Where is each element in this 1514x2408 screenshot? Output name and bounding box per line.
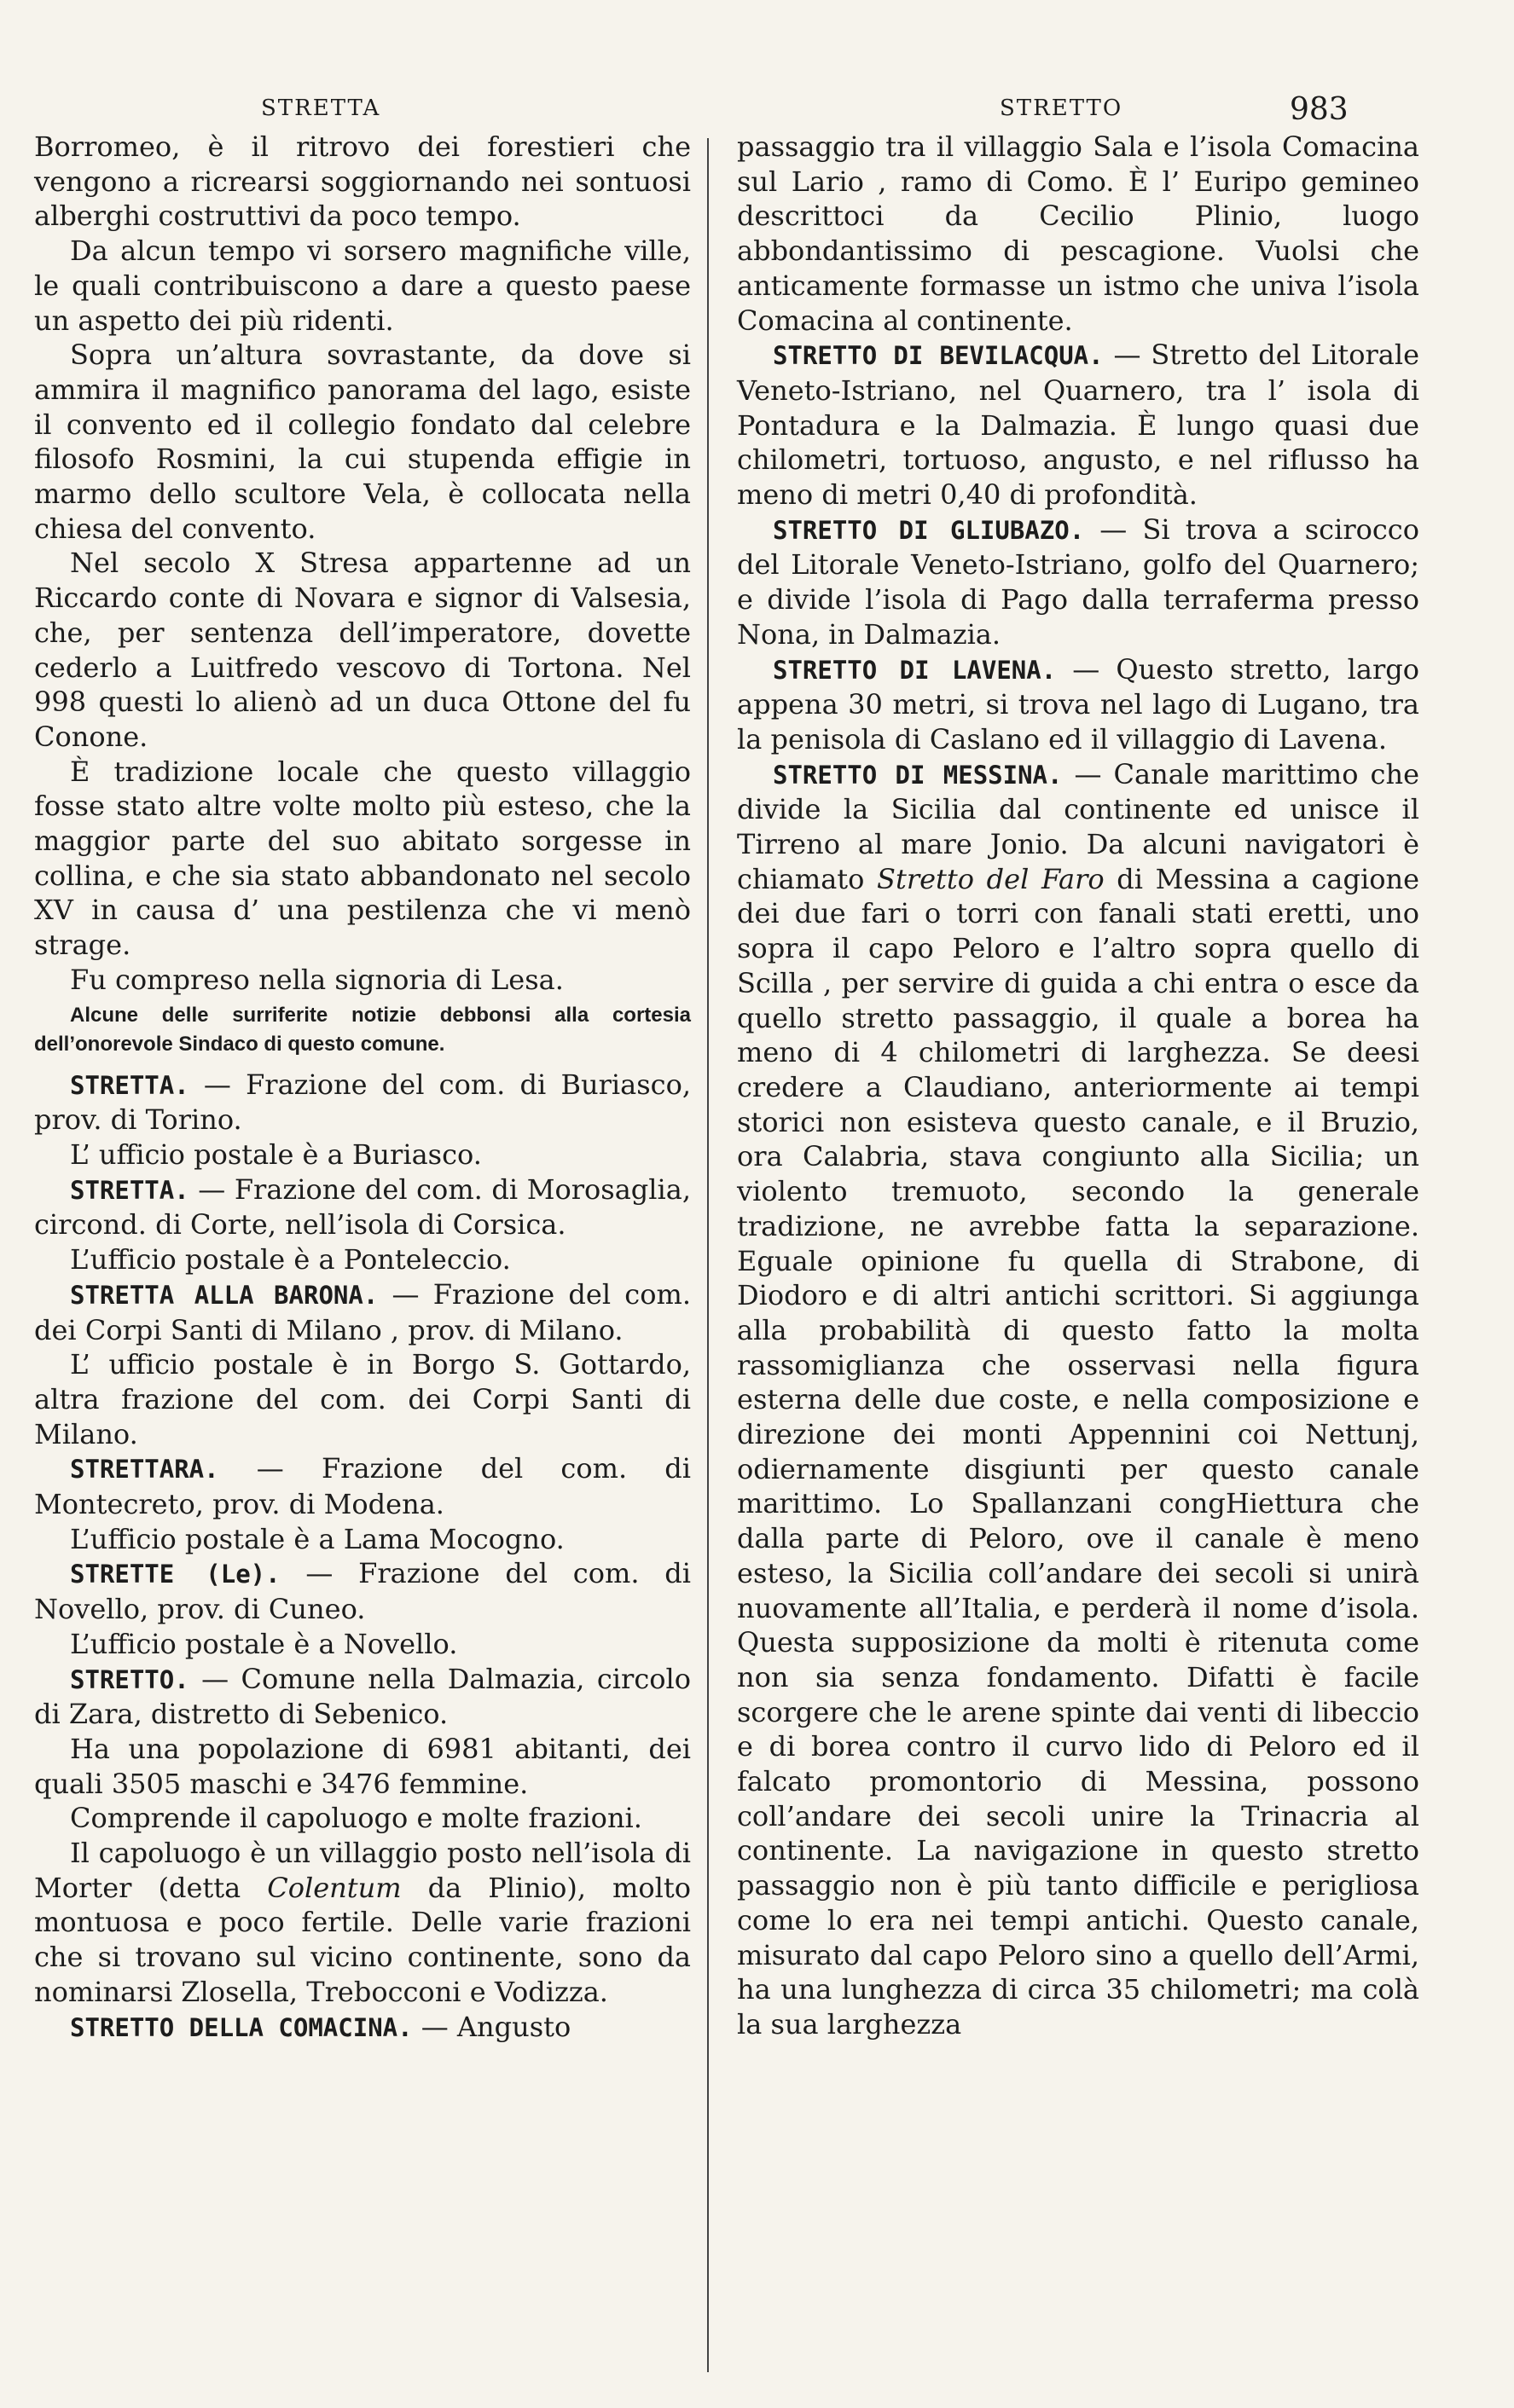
- entry-stretto-di-lavena: [737, 652, 1419, 757]
- entry-strettara: [34, 1451, 691, 1521]
- text-run: da Plinio), molto montuosa e poco fertile. Delle varie frazioni che si trovano sul vicino continente, sono da nominarsi Zlosella, Trebocconi e Vodizza.: [34, 1871, 691, 2008]
- paragraph: Da alcun tempo vi sorsero magnifiche ville, le quali contribuiscono a dare a questo paese un aspetto dei più ridenti.: [34, 234, 691, 337]
- postal-note: L’ufficio postale è a Ponteleccio.: [70, 1243, 511, 1276]
- entry-text: — Frazione del com. dei Corpi Santi di Milano , prov. di Milano.: [34, 1277, 691, 1346]
- entry-headword: STRETTARA.: [70, 1455, 219, 1485]
- entry-headword: STRETTO.: [70, 1664, 189, 1694]
- paragraph: Comprende il capoluogo e molte frazioni.: [70, 1802, 642, 1835]
- entry-headword: STRETTO DI MESSINA.: [773, 760, 1063, 790]
- paragraph: Fu compreso nella signoria di Lesa.: [70, 963, 564, 996]
- text-run: Il capoluogo è un villaggio posto nell’isola di Morter (detta: [34, 1837, 691, 1904]
- entry-headword: STRETTO DELLA COMACINA.: [70, 2012, 413, 2042]
- left-column: [34, 130, 691, 2045]
- postal-note: L’ufficio postale è a Lama Mocogno.: [70, 1522, 565, 1555]
- column-divider: [707, 138, 709, 2372]
- paragraph: È tradizione locale che questo villaggio fosse stato altre volte molto più esteso, che la maggior parte del suo abitato sorgesse in collina, e che sia stato abbandonato nel secolo XV in causa d’ una pestilenza che vi menò strage.: [34, 755, 691, 962]
- entry-text: — Stretto del Litorale Veneto-Istriano, nel Quarnero, tra l’ isola di Pontadura e la Dalmazia. È lungo quasi due chilometri, tortuoso, angusto, e nel riflusso ha meno di metri 0,40 di profondità.: [737, 339, 1420, 512]
- entry-text: — Frazione del com. di Montecreto, prov. di Modena.: [34, 1452, 691, 1521]
- entry-headword: STRETTA.: [70, 1175, 189, 1205]
- entry-stretto-di-bevilacqua: [737, 338, 1419, 512]
- entry-text: — Questo stretto, largo appena 30 metri, si trova nel lago di Lugano, tra la penisola di Caslano ed il villaggio di Lavena.: [737, 652, 1419, 755]
- running-head-right: STRETTO: [1000, 96, 1123, 121]
- paragraph: [34, 1836, 691, 2010]
- paragraph: Sopra un’altura sovrastante, da dove si ammira il magnifico panorama del lago, esiste il convento ed il collegio fondato dal celebre filosofo Rosmini, la cui stupenda effigie in marmo dello scultore Vela, è collocata nella chiesa del convento.: [34, 339, 691, 545]
- entry-text: — Frazione del com. di Novello, prov. di Cuneo.: [34, 1557, 691, 1626]
- postal-note: L’ ufficio postale è in Borgo S. Gottardo, altra frazione del com. dei Corpi Santi di Milano.: [34, 1348, 691, 1450]
- entry-stretto-di-gliubazo: [737, 512, 1419, 652]
- entry-stretta-buriasco: [34, 1068, 691, 1137]
- entry-headword: STRETTA.: [70, 1070, 189, 1100]
- entry-strette-le: [34, 1556, 691, 1626]
- entry-text: — Canale marittimo che divide la Sicilia dal continente ed unisce il Tirreno al mare Jonio. Da alcuni navigatori è chiamato: [737, 757, 1420, 895]
- entry-text: — Angusto: [412, 2010, 571, 2043]
- entry-stretto-dalmazia: [34, 1662, 691, 1732]
- entry-stretta-morosaglia: [34, 1172, 691, 1242]
- entry-headword: STRETTA ALLA BARONA.: [70, 1280, 379, 1310]
- acknowledgement-note: Alcune delle surriferite notizie debbonsi alla cortesia dell’onorevole Sindaco di questo comune.: [34, 1003, 691, 1056]
- entry-stretto-della-comacina: [34, 2010, 691, 2046]
- entry-text: — Comune nella Dalmazia, circolo di Zara, distretto di Sebenico.: [34, 1662, 691, 1731]
- entry-headword: STRETTE (Le).: [70, 1560, 281, 1589]
- entry-text: — Frazione del com. di Morosaglia, circond. di Corte, nell’isola di Corsica.: [34, 1172, 691, 1242]
- italic-term: Stretto del Faro: [877, 862, 1105, 895]
- postal-note: L’ufficio postale è a Novello.: [70, 1627, 458, 1660]
- paragraph: Nel secolo X Stresa appartenne ad un Riccardo conte di Novara e signor di Valsesia, che, per sentenza dell’imperatore, dovette cederlo a Luitfredo vescovo di Tortona. Nel 998 questi lo alienò ad un duca Ottone del fu Conone.: [34, 547, 691, 753]
- entry-stretta-alla-barona: [34, 1277, 691, 1347]
- entry-stretto-di-messina: [737, 757, 1419, 2042]
- paragraph: passaggio tra il villaggio Sala e l’isola Comacina sul Lario , ramo di Como. È l’ Euripo gemineo descrittoci da Cecilio Plinio, luogo abbondantissimo di pescagione. Vuolsi che anticamente formasse un istmo che univa l’isola Comacina al continente.: [737, 130, 1419, 337]
- running-head-left: STRETTA: [261, 96, 381, 121]
- page-number: 983: [1290, 92, 1349, 127]
- right-column: [737, 130, 1419, 2042]
- entry-headword: STRETTO DI BEVILACQUA.: [773, 341, 1104, 371]
- paragraph: Borromeo, è il ritrovo dei forestieri che vengono a ricrearsi soggiornando nei sontuosi alberghi costruttivi da poco tempo.: [34, 130, 691, 233]
- entry-text: — Si trova a scirocco del Litorale Veneto-Istriano, golfo del Quarnero; e divide l’isola di Pago dalla terraferma presso Nona, in Dalmazia.: [737, 512, 1419, 651]
- italic-term: Colentum: [267, 1871, 402, 1904]
- entry-text: — Frazione del com. di Buriasco, prov. di Torino.: [34, 1068, 691, 1137]
- entry-headword: STRETTO DI LAVENA.: [773, 655, 1057, 685]
- postal-note: L’ ufficio postale è a Buriasco.: [70, 1137, 482, 1171]
- paragraph: Ha una popolazione di 6981 abitanti, dei quali 3505 maschi e 3476 femmine.: [34, 1732, 691, 1800]
- entry-text: di Messina a cagione dei due fari o torri con fanali stati eretti, uno sopra il capo Peloro e l’altro sopra quello di Scilla , per servire di guida a chi entra o esce da quello stretto passaggio, il quale a borea ha meno di 4 chilometri di larghezza. Se deesi credere a Claudiano, anteriormente ai tempi storici non esisteva questo canale, e il Bruzio, ora Calabria, stava congiunto alla Sicilia; un violento tremuoto, secondo la generale tradizione, ne avrebbe fatta la separazione. Eguale opinione fu quella di Strabone, di Diodoro e di altri antichi scrittori. Si aggiunga alla probabilità di questo fatto la molta rassomiglianza che osservasi nella figura esterna delle due coste, e nella composizione e direzione dei monti Appennini coi Nettunj, odiernamente disgiunti per questo canale marittimo. Lo Spallanzani congHiettura che dalla parte di Peloro, ove il canale è meno esteso, la Sicilia coll’andare dei secoli si unirà nuovamente all’Italia, e perderà il nome d’isola. Questa supposizione da molti è ritenuta come non sia senza fondamento. Difatti è facile scorgere che le arene spinte dai venti di libeccio e di borea contro il curvo lido di Peloro ed il falcato promontorio di Messina, possono coll’andare dei secoli unire la Trinacria al continente. La navigazione in questo stretto passaggio non è più tanto difficile e perigliosa come lo era nei tempi antichi. Questo canale, misurato dal capo Peloro sino a quello dell’Armi, ha una lunghezza di circa 35 chilometri; ma colà la sua larghezza: [737, 862, 1419, 2040]
- entry-headword: STRETTO DI GLIUBAZO.: [773, 515, 1085, 545]
